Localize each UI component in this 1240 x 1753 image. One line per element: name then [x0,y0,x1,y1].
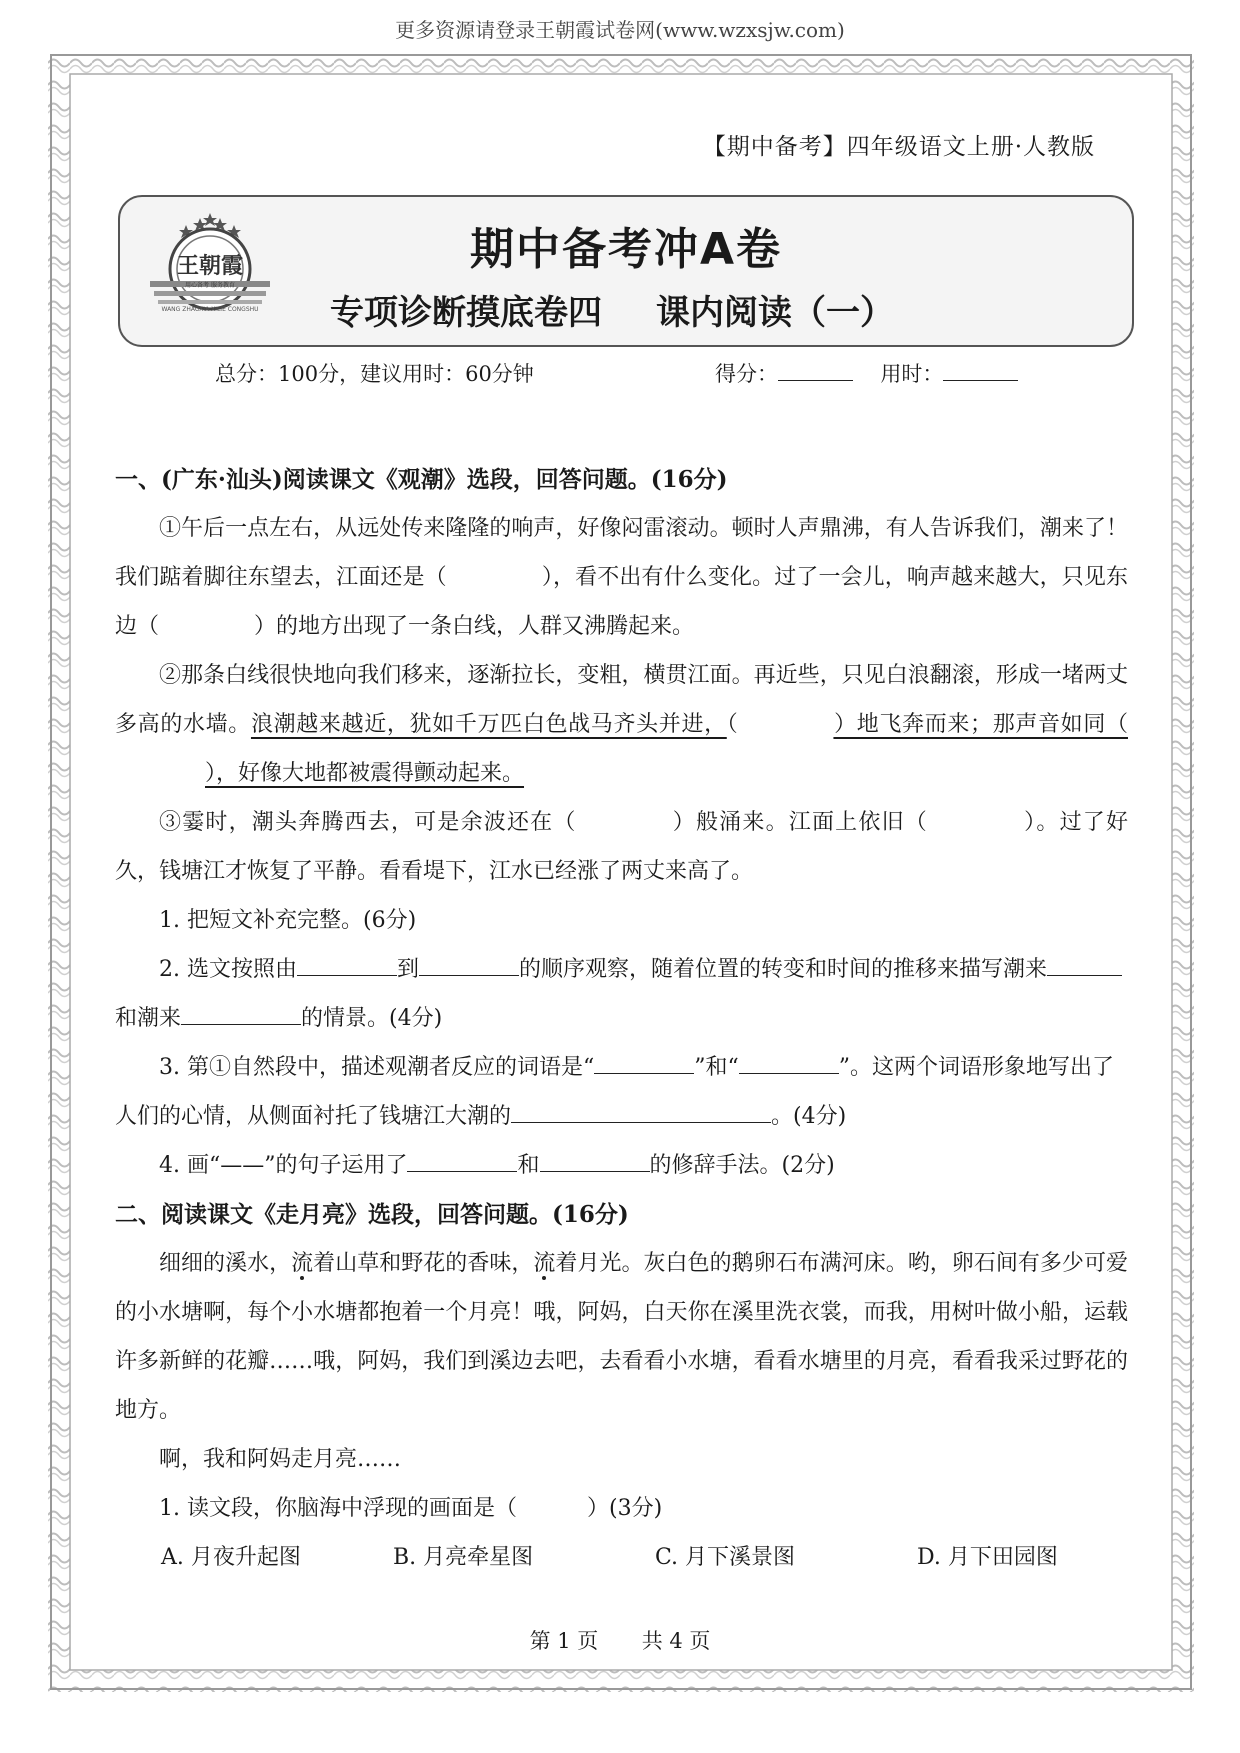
answer-blank[interactable] [739,1051,839,1074]
option-b[interactable]: B. 月亮牵星图 [393,1545,534,1570]
time-blank[interactable] [943,359,1018,381]
question-1-1: 1. 把短文补充完整。(6分) [159,908,417,933]
answer-blank[interactable] [297,953,397,976]
answer-blank[interactable] [594,1051,694,1074]
score-label: 得分： [715,362,778,386]
page-number: 第 1 页 [529,1629,599,1653]
svg-text:WANG ZHAOXIA XILIE CONGSHU: WANG ZHAOXIA XILIE CONGSHU [161,306,259,313]
option-a[interactable]: A. 月夜升起图 [161,1545,301,1570]
title-box [118,195,1134,347]
exam-content [115,455,1128,1582]
answer-blank[interactable] [540,1149,650,1172]
option-c[interactable]: C. 月下溪景图 [655,1545,796,1570]
answer-blank[interactable] [511,1100,771,1123]
score-line [215,358,944,388]
answer-blank[interactable] [407,1149,517,1172]
question-1-4: 4. 画“——”的句子运用了 和 的修辞手法。(2分) [115,1141,1128,1190]
answer-blank[interactable] [1047,953,1122,976]
option-d[interactable]: D. 月下田园图 [917,1545,1058,1570]
answer-options [115,1533,1128,1582]
total-score-text: 总分：100分，建议用时：60分钟 [215,362,534,386]
emphasis-dot-char: 流 [291,1251,314,1276]
subtitle-right: 课内阅读（一） [656,293,894,333]
underlined-sentence: 浪潮越来越近，犹如千万匹白色战马齐头并进， [250,712,727,737]
answer-blank[interactable] [181,1002,301,1025]
section2-paragraph-1: 细细的溪水，流着山草和野花的香味，流着月光。灰白色的鹅卵石布满河床。哟，卵石间有多少可爱的小水塘啊，每个小水塘都抱着一个月亮！哦，阿妈，白天你在溪里洗衣裳，而我，用树叶做小船，运载许多新鲜的花瓣……哦，阿妈，我们到溪边去吧，去看看小水塘，看看水塘里的月亮，看看我采过野花的地方。 [115,1251,1128,1423]
sub-title [330,285,894,334]
section2-title: 二、阅读课文《走月亮》选段，回答问题。(16分) [115,1201,629,1228]
time-label: 用时： [880,362,944,386]
section1-title: 一、(广东·汕头)阅读课文《观潮》选段，回答问题。(16分) [115,466,728,493]
emphasis-dot-char: 流 [533,1251,556,1276]
main-title: 期中备考冲A卷 [469,224,783,275]
svg-text:用心备考 服务教育: 用心备考 服务教育 [185,282,235,289]
site-header: 更多资源请登录王朝霞试卷网(www.wzxsjw.com) [395,18,845,42]
section1-paragraph-2: ②那条白线很快地向我们移来，逐渐拉长，变粗，横贯江面。再近些，只见白浪翻滚，形成一堵两丈多高的水墙。浪潮越来越近，犹如千万匹白色战马齐头并进，（ ）地飞奔而来；那声音如同（），好像大地都被震得颤动起来。 [115,663,1128,786]
question-1-2: 2. 选文按照由 到 的顺序观察，随着位置的转变和时间的推移来描写潮来和潮来 的情景。(4分) [115,945,1128,1043]
section1-paragraph-3: ③霎时，潮头奔腾西去，可是余波还在（ ）般涌来。江面上依旧（ ）。过了好久，钱塘江才恢复了平静。看看堤下，江水已经涨了两丈来高了。 [115,810,1128,884]
edition-label: 【期中备考】四年级语文上册·人教版 [702,134,1095,160]
subtitle-left: 专项诊断摸底卷四 [330,293,602,333]
svg-text:王朝霞: 王朝霞 [176,253,244,279]
question-2-1: 1. 读文段，你脑海中浮现的画面是（ ）(3分) [159,1496,663,1521]
question-1-3: 3. 第①自然段中，描述观潮者反应的词语是“ ”和“ ”。这两个词语形象地写出了人们的心情，从侧面衬托了钱塘江大潮的 。(4分) [115,1043,1128,1141]
page-footer [0,1625,1240,1655]
underlined-sentence: ）地飞奔而来；那声音如同（），好像大地都被震得颤动起来。 [205,712,1128,786]
page-total: 共 4 页 [641,1629,711,1653]
answer-blank[interactable] [419,953,519,976]
score-blank[interactable] [778,359,853,381]
section2-paragraph-2: 啊，我和阿妈走月亮…… [159,1447,402,1472]
section1-paragraph-1: ①午后一点左右，从远处传来隆隆的响声，好像闷雷滚动。顿时人声鼎沸，有人告诉我们，潮来了！我们踮着脚往东望去，江面还是（ ），看不出有什么变化。过了一会儿，响声越来越大，只见东边（ ）的地方出现了一条白线，人群又沸腾起来。 [115,516,1128,639]
